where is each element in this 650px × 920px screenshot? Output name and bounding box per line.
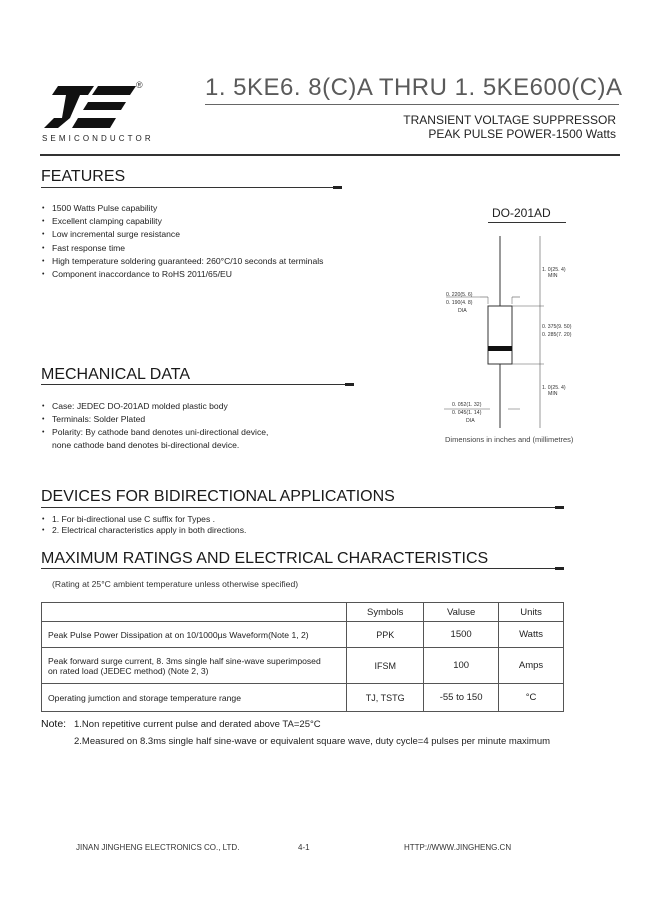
list-item: • Component inaccordance to RoHS 2011/65/EU [42,268,323,281]
bidirectional-rule-tick [555,506,564,509]
title-rule [205,104,619,105]
dim-bottom-lead-length: 1. 0(25. 4) [542,385,566,391]
footer-page-number: 4-1 [298,843,310,852]
note-1: 1.Non repetitive current pulse and derated above TA=25°C [74,719,321,730]
cathode-band [488,346,512,351]
registered-mark: ® [136,80,143,90]
dim-body-dia-max: 0. 220(5. 6) [446,292,473,298]
row-unit: Amps [499,648,564,684]
row-unit: °C [499,684,564,712]
dim-top-lead-min: MIN [548,273,558,279]
table-row [42,648,564,684]
dim-body-len-max: 0. 375(9. 50) [542,324,572,330]
list-item: • Low incremental surge resistance [42,228,323,241]
row-symbol: TJ, TSTG [347,684,424,712]
ratings-table [41,602,564,712]
row-description-line: on rated load (JEDEC method) (Note 2, 3) [48,665,209,676]
row-symbol: PPK [347,622,424,648]
features-heading: FEATURES [41,168,126,185]
list-item: • Fast response time [42,242,323,255]
column-header: Valuse [424,603,499,622]
table-row [42,622,564,648]
header-divider [40,154,620,156]
dim-lead-dia-min: 0. 045(1. 14) [452,410,482,416]
subtitle-power: PEAK PULSE POWER-1500 Watts [428,127,616,141]
list-item: • High temperature soldering guaranteed: 260°C/10 seconds at terminals [42,255,323,268]
mechanical-rule-tick [345,383,354,386]
mechanical-list [42,400,268,440]
footer-company: JINAN JINGHENG ELECTRONICS CO., LTD. [76,843,240,852]
bidirectional-list [42,514,246,536]
table-row [42,684,564,712]
dim-top-lead-length: 1. 0(25. 4) [542,267,566,273]
row-unit: Watts [499,622,564,648]
table-header-row [42,603,564,622]
list-item: • 1. For bi-directional use C suffix for Types . [42,514,246,525]
package-name-rule [488,222,566,223]
row-description [42,648,347,684]
page-title: 1. 5KE6. 8(C)A THRU 1. 5KE600(C)A [205,74,623,101]
list-item: • Case: JEDEC DO-201AD molded plastic body [42,400,268,413]
mechanical-heading: MECHANICAL DATA [41,366,191,383]
list-item: • 1500 Watts Pulse capability [42,202,323,215]
bidirectional-heading: DEVICES FOR BIDIRECTIONAL APPLICATIONS [41,488,395,505]
row-description-line: Peak forward surge current, 8. 3ms single half sine-wave superimposed [48,655,321,666]
subtitle-device: TRANSIENT VOLTAGE SUPPRESSOR [403,113,616,127]
column-header: Units [499,603,564,622]
dim-lead-dia-max: 0. 052(1. 32) [452,402,482,408]
dim-body-dia-label: DIA [458,308,467,314]
package-name: DO-201AD [492,206,551,220]
row-value: 1500 [424,622,499,648]
dim-lead-dia-label: DIA [466,418,475,424]
bidirectional-rule [41,507,563,508]
mechanical-rule [41,384,353,385]
company-logo [44,86,136,128]
mechanical-polarity-continuation: none cathode band denotes bi-directional device. [52,440,240,450]
list-item: • 2. Electrical characteristics apply in both directions. [42,525,246,536]
package-body [488,306,512,364]
column-header [42,603,347,622]
dimensions-note: Dimensions in inches and (millimetres) [445,435,574,444]
ratings-condition-note: (Rating at 25°C ambient temperature unless otherwise specified) [52,579,299,589]
dim-bottom-lead-min: MIN [548,391,558,397]
footer-website: HTTP://WWW.JINGHENG.CN [404,843,512,852]
list-item: • Excellent clamping capability [42,215,323,228]
row-description: Operating jumction and storage temperature range [42,684,347,712]
semiconductor-label: SEMICONDUCTOR [42,134,154,143]
row-value: -55 to 150 [424,684,499,712]
ratings-rule-tick [555,567,564,570]
features-rule [41,187,341,188]
notes-label: Note: [41,718,67,730]
package-outline-diagram [430,230,610,430]
ratings-heading: MAXIMUM RATINGS AND ELECTRICAL CHARACTERISTICS [41,550,489,567]
list-item: • Polarity: By cathode band denotes uni-directional device, [42,426,268,439]
features-list [42,202,323,281]
dim-body-len-min: 0. 285(7. 20) [542,332,572,338]
dim-body-dia-min: 0. 190(4. 8) [446,300,473,306]
ratings-rule [41,568,563,569]
row-value: 100 [424,648,499,684]
list-item: • Terminals: Solder Plated [42,413,268,426]
note-2: 2.Measured on 8.3ms single half sine-wave or equivalent square wave, duty cycle=4 pulses per minute maximum [74,736,551,747]
row-symbol: IFSM [347,648,424,684]
row-description: Peak Pulse Power Dissipation at on 10/1000µs Waveform(Note 1, 2) [42,622,347,648]
column-header: Symbols [347,603,424,622]
features-rule-tick [333,186,342,189]
